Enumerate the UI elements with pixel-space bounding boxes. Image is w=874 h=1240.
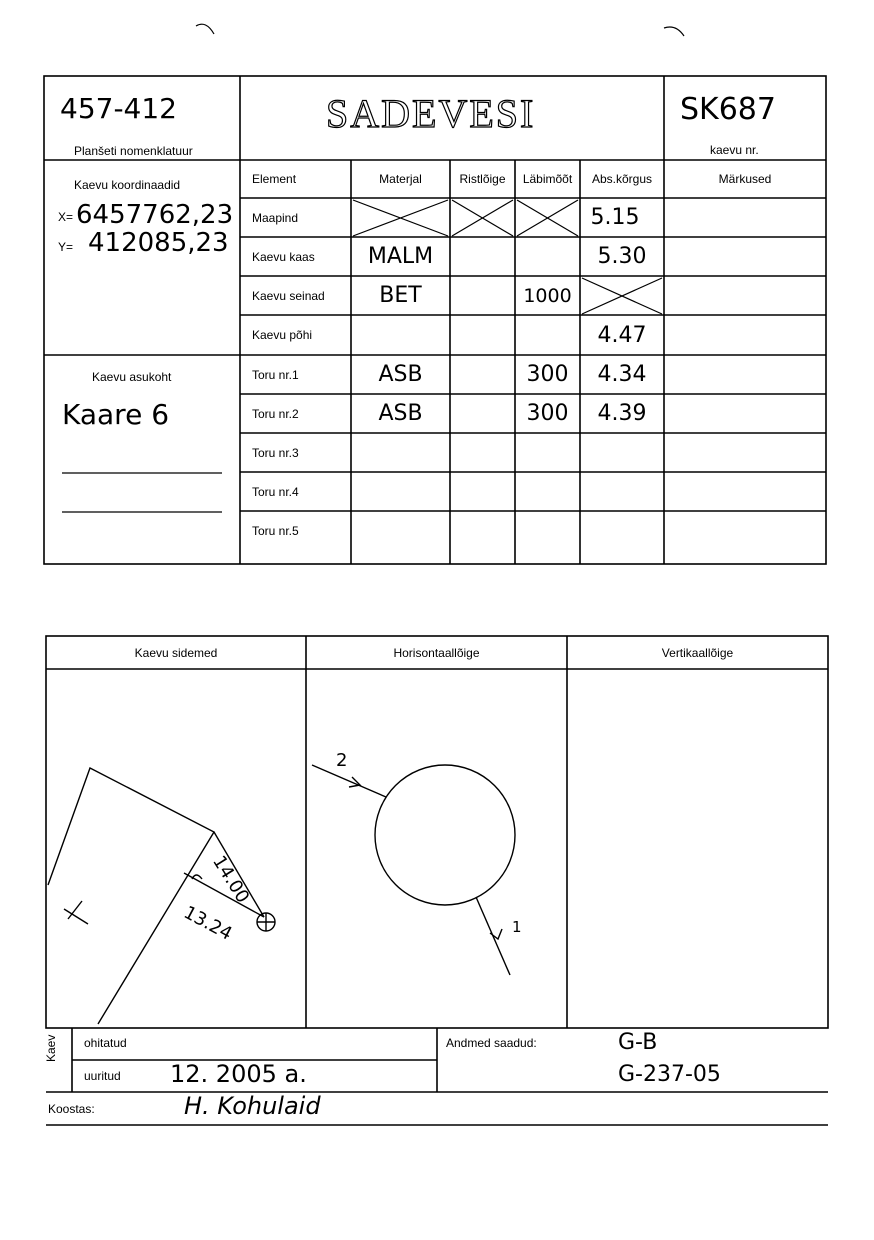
y-coordinate: 412085,23 (88, 228, 229, 258)
sheet-number-label: Planšeti nomenklatuur (74, 144, 193, 158)
table-header-material: Materjal (379, 172, 422, 186)
pipe-in-label: 2 (336, 750, 348, 771)
table-header-cross-section: Ristlõige (459, 172, 506, 186)
table-header-diameter: Läbimõõt (522, 172, 573, 186)
row-element: Toru nr.4 (252, 484, 299, 499)
row-element: Maapind (252, 210, 299, 225)
x-prefix: X= (58, 210, 74, 224)
row-diameter: 1000 (523, 284, 572, 307)
tie-distance-b: 13.24 (180, 902, 236, 945)
header-vertical: Vertikaallõige (661, 645, 734, 660)
row-material: BET (379, 283, 422, 308)
well-number-label: kaevu nr. (710, 143, 759, 157)
row-element: Toru nr.2 (252, 406, 299, 421)
row-abs-height: 4.39 (597, 401, 647, 426)
compiled-value: H. Kohulaid (184, 1092, 321, 1120)
location-label: Kaevu asukoht (92, 370, 172, 384)
row-element: Kaevu seinad (252, 288, 325, 303)
row-element: Toru nr.3 (252, 445, 299, 460)
tie-distance-a: 14.00 (208, 852, 254, 907)
well-ties-sketch (46, 669, 306, 1028)
row-element: Toru nr.1 (252, 367, 299, 382)
top-form (0, 0, 874, 580)
row-element: Toru nr.5 (252, 524, 299, 538)
data-received-value-1: G-B (618, 1030, 658, 1055)
row-abs-height: 5.30 (597, 244, 647, 269)
sheet-number: 457-412 (60, 92, 177, 125)
table-header-element: Element (252, 172, 297, 186)
surveyed-label: uuritud (84, 1069, 121, 1083)
page-title: SADEVESI (326, 91, 536, 136)
row-abs-height: 4.34 (597, 362, 647, 387)
row-material: MALM (367, 244, 434, 269)
data-received-label: Andmed saadud: (446, 1036, 537, 1050)
header-horizontal: Horisontaallõige (393, 645, 480, 660)
horizontal-section-sketch (306, 669, 567, 1028)
header-sidemed: Kaevu sidemed (134, 645, 218, 660)
location-value: Kaare 6 (62, 398, 170, 431)
row-diameter: 300 (526, 401, 569, 426)
data-received-value-2: G-237-05 (618, 1062, 721, 1087)
row-abs-height: 5.15 (590, 205, 640, 230)
well-side-label: Kaev (44, 1034, 58, 1062)
row-diameter: 300 (526, 362, 569, 387)
planned-label: ohitatud (84, 1036, 127, 1050)
surveyed-value: 12. 2005 a. (170, 1060, 307, 1088)
table-header-abs-height: Abs.kõrgus (591, 172, 653, 186)
row-element: Kaevu põhi (252, 328, 313, 342)
pipe-out-label: 1 (512, 918, 522, 936)
y-prefix: Y= (58, 240, 74, 254)
bottom-form (0, 620, 874, 1140)
well-number: SK687 (680, 92, 776, 127)
table-header-notes: Märkused (718, 172, 772, 186)
x-coordinate: 6457762,23 (76, 200, 234, 230)
coordinates-label: Kaevu koordinaadid (74, 178, 181, 192)
row-material: ASB (378, 362, 423, 387)
row-abs-height: 4.47 (597, 322, 647, 348)
row-material: ASB (378, 401, 423, 426)
row-element: Kaevu kaas (252, 249, 315, 264)
compiled-label: Koostas: (48, 1102, 95, 1116)
